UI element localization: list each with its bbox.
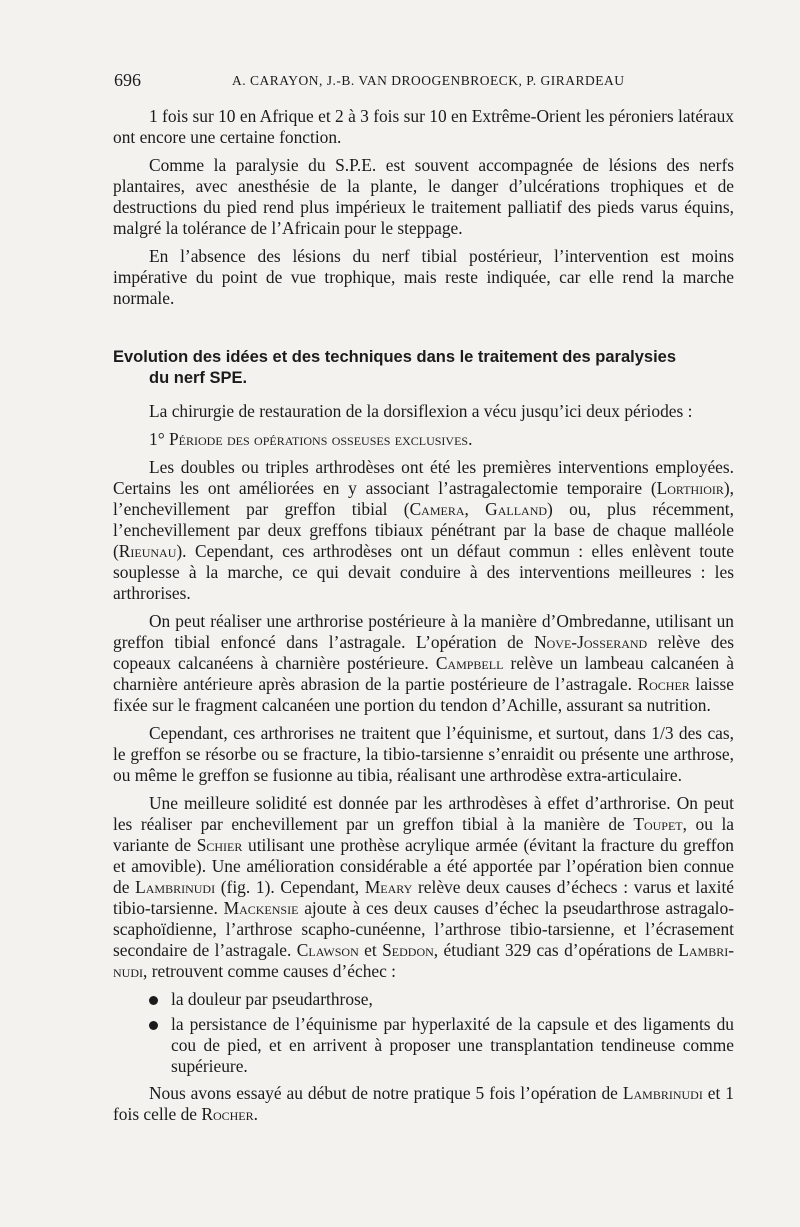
text: , retrouvent comme causes d’échec :	[143, 961, 397, 981]
author-name: Schier	[196, 835, 243, 855]
bullet-icon	[149, 996, 158, 1005]
text: Les doubles ou triples arthrodèses ont été les premières interventions employées. Certains les ont améliorées en y associant l’astragalectomie temporaire (	[113, 457, 734, 498]
author-name: Camera	[409, 499, 465, 519]
section-heading	[113, 347, 734, 389]
text: relève un lambeau calcanéen à charnière antérieure après abrasion de la partie postérieure de l’astragale.	[113, 653, 735, 694]
author-name: Seddon	[382, 940, 434, 960]
list-item	[113, 989, 734, 1010]
article-body	[113, 106, 734, 1132]
heading-line-2: du nerf SPE.	[149, 369, 248, 387]
paragraph: Cependant, ces arthrorises ne traitent que l’équinisme, et surtout, dans 1/3 des cas, le greffon se résorbe ou se fracture, la tibio-tarsienne s’enraidit ou présente une arthrose, ou même le greffon se fusionne au tibia, réalisant une arthrodèse extra-articulaire.	[113, 723, 734, 785]
paragraph	[113, 457, 734, 604]
text: relève des copeaux calcanéens à charnière postérieure.	[113, 632, 734, 673]
text: .	[253, 1104, 259, 1124]
author-name: Toupet	[633, 814, 683, 834]
author-name: Galland	[485, 499, 548, 519]
running-authors: A. CARAYON, J.-B. VAN DROOGENBROECK, P. GIRARDEAU	[232, 73, 625, 88]
author-name: Clawson	[296, 940, 359, 960]
text: utilisant une prothèse acrylique armée (évitant la fracture du greffon et amovible). Une amélioration considérable a été apportée par l’opération bien connue de	[113, 835, 734, 897]
list-item-text: la douleur par pseudarthrose,	[171, 989, 373, 1009]
author-name: Lambri-nudi	[113, 940, 734, 981]
paragraph	[113, 611, 734, 716]
subsection-title: 1° Période des opérations osseuses exclusives.	[149, 429, 473, 449]
text: relève deux causes d’échecs : varus et laxité tibio-tarsienne.	[113, 877, 734, 918]
running-header	[114, 70, 734, 92]
text: ). Cependant, ces arthrodèses ont un défaut commun : elles enlèvent toute souplesse à la marche, ce qui devait conduire à des interventions meilleures : les arthrorises.	[113, 541, 734, 603]
paragraph: Comme la paralysie du S.P.E. est souvent accompagnée de lésions des nerfs plantaires, avec anesthésie de la plante, le danger d’ulcérations trophiques et de destructions du pied rend plus impérieux le traitement palliatif des pieds varus équins, malgré la tolérance de l’Africain pour le steppage.	[113, 155, 734, 238]
author-name: Rocher	[637, 674, 690, 694]
author-name: Lorthioir	[656, 478, 724, 498]
author-name: Rieunau	[118, 541, 177, 561]
author-name: Mackensie	[223, 898, 299, 918]
text: ), l’enchevillement par greffon tibial (	[113, 478, 734, 519]
text: , étudiant 329 cas d’opérations de	[433, 940, 679, 960]
paragraph	[113, 793, 734, 982]
text: Une meilleure solidité est donnée par les arthrodèses à effet d’arthrorise. On peut les réaliser par enchevillement par un greffon tibial à la manière de	[113, 793, 734, 834]
author-name: Nove-Josserand	[534, 632, 648, 652]
list-item	[113, 1014, 734, 1077]
list-item-text: la persistance de l’équinisme par hyperlaxité de la capsule et des ligaments du cou de pied, et en arrivent à proposer une transplantation tendineuse comme supérieure.	[171, 1014, 734, 1076]
text: ajoute à ces deux causes d’échec la pseudarthrose astragalo-scaphoïdienne, l’arthrose scapho-cunéenne, l’arthrose tibio-tarsienne, et l’écrasement secondaire de l’astragale.	[113, 898, 734, 960]
author-name: Campbell	[435, 653, 504, 673]
bullet-list	[113, 989, 734, 1077]
author-name: Lambrinudi	[135, 877, 216, 897]
author-name: Rocher	[201, 1104, 254, 1124]
text: Nous avons essayé au début de notre pratique 5 fois l’opération de	[149, 1083, 623, 1103]
author-name: Meary	[364, 877, 413, 897]
heading-line-1: Evolution des idées et des techniques dans le traitement des paralysies	[113, 348, 677, 366]
text: ,	[464, 499, 486, 519]
paragraph: 1 fois sur 10 en Afrique et 2 à 3 fois sur 10 en Extrême-Orient les péroniers latéraux ont encore une certaine fonction.	[113, 106, 734, 147]
bullet-icon	[149, 1021, 158, 1030]
text: ) ou, plus récemment, l’enchevillement par deux greffons tibiaux pénétrant par la base de chaque malléole (	[113, 499, 734, 561]
text: On peut réaliser une arthrorise postérieure à la manière d’Ombredanne, utilisant un greffon tibial enfoncé dans l’astragale. L’opération de	[113, 611, 734, 652]
page-number: 696	[114, 70, 141, 90]
text: et 1 fois celle de	[113, 1083, 734, 1124]
text: (fig. 1). Cependant,	[215, 877, 365, 897]
text: , ou la variante de	[113, 814, 734, 855]
paragraph: En l’absence des lésions du nerf tibial postérieur, l’intervention est moins impérative du point de vue trophique, mais reste indiquée, car elle rend la marche normale.	[113, 246, 734, 308]
paragraph: La chirurgie de restauration de la dorsiflexion a vécu jusqu’ici deux périodes :	[149, 401, 693, 421]
text: laisse fixée sur le fragment calcanéen une portion du tendon d’Achille, assurant sa nutrition.	[113, 674, 735, 715]
text: et	[358, 940, 383, 960]
author-name: Lambrinudi	[622, 1083, 703, 1103]
paragraph	[113, 1083, 734, 1125]
